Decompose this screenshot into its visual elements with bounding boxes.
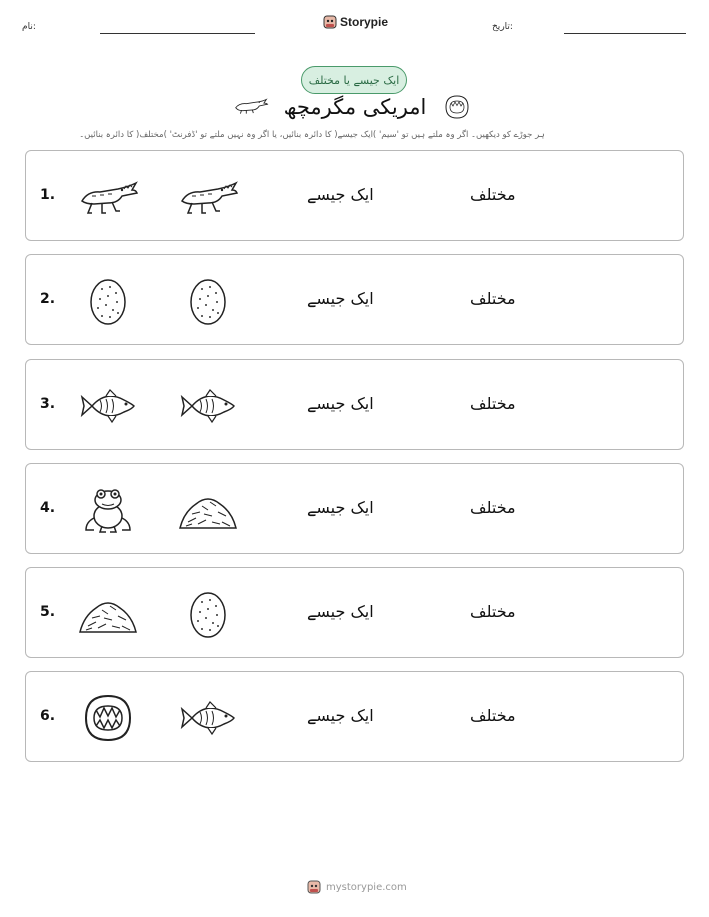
question-number: 3. bbox=[40, 396, 56, 412]
option-same[interactable]: ایک جیسے bbox=[307, 394, 374, 413]
option-different[interactable]: مختلف bbox=[470, 185, 516, 204]
question-number: 5. bbox=[40, 604, 56, 620]
jaws-icon bbox=[78, 690, 138, 746]
egg-icon bbox=[178, 586, 238, 642]
fish-icon bbox=[178, 690, 238, 746]
question-number: 6. bbox=[40, 708, 56, 724]
alligator-icon bbox=[78, 169, 138, 225]
date-label: تاریخ: bbox=[492, 22, 513, 32]
option-different[interactable]: مختلف bbox=[470, 289, 516, 308]
question-row-5 bbox=[25, 567, 684, 658]
question-number: 2. bbox=[40, 291, 56, 307]
question-row-2 bbox=[25, 254, 684, 345]
jaws-small-icon bbox=[442, 93, 472, 125]
nest-icon bbox=[78, 586, 138, 642]
option-different[interactable]: مختلف bbox=[470, 706, 516, 725]
name-label: نام: bbox=[22, 22, 36, 32]
option-different[interactable]: مختلف bbox=[470, 394, 516, 413]
question-number: 1. bbox=[40, 187, 56, 203]
alligator-icon bbox=[178, 169, 238, 225]
storypie-mascot-icon bbox=[323, 14, 337, 30]
egg-icon bbox=[178, 273, 238, 329]
fish-icon bbox=[78, 378, 138, 434]
instructions: ہر جوڑے کو دیکھیں۔ اگر وہ ملتے ہیں تو 'سیم' )ایک جیسے( کا دائرہ بنائیں، یا اگر وہ نہیں ملتے تو 'ڈفرنٹ' )مختلف( کا دائرہ بنائیں۔ bbox=[79, 130, 545, 140]
option-same[interactable]: ایک جیسے bbox=[307, 498, 374, 517]
question-number: 4. bbox=[40, 500, 56, 516]
option-different[interactable]: مختلف bbox=[470, 602, 516, 621]
storypie-mascot-icon bbox=[307, 879, 321, 895]
worksheet-type-badge: ایک جیسے یا مختلف bbox=[301, 66, 407, 94]
option-different[interactable]: مختلف bbox=[470, 498, 516, 517]
date-line[interactable] bbox=[564, 33, 686, 34]
question-row-1 bbox=[25, 150, 684, 241]
question-row-6 bbox=[25, 671, 684, 762]
fish-icon bbox=[178, 378, 238, 434]
option-same[interactable]: ایک جیسے bbox=[307, 602, 374, 621]
option-same[interactable]: ایک جیسے bbox=[307, 289, 374, 308]
option-same[interactable]: ایک جیسے bbox=[307, 706, 374, 725]
option-same[interactable]: ایک جیسے bbox=[307, 185, 374, 204]
alligator-small-icon bbox=[233, 96, 269, 120]
frog-icon bbox=[78, 482, 138, 538]
nest-icon bbox=[178, 482, 238, 538]
brand-logo bbox=[323, 14, 388, 30]
name-line[interactable] bbox=[100, 33, 255, 34]
footer bbox=[307, 879, 407, 895]
question-row-4 bbox=[25, 463, 684, 554]
page-title: امریکی مگرمچھ bbox=[283, 95, 427, 119]
brand-name: Storypie bbox=[340, 15, 389, 29]
egg-icon bbox=[78, 273, 138, 329]
question-row-3 bbox=[25, 359, 684, 450]
footer-url[interactable]: mystorypie.com bbox=[326, 881, 407, 893]
